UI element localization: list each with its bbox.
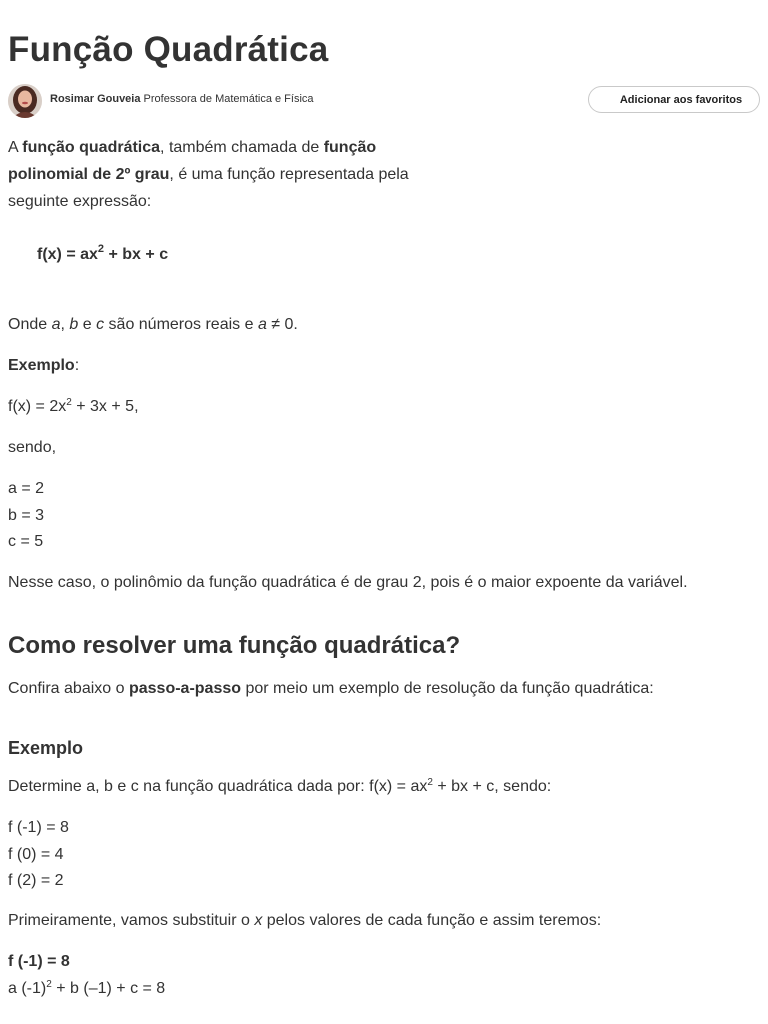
add-to-favorites-button[interactable]: Adicionar aos favoritos (588, 86, 760, 113)
formula-text: + bx + c (104, 246, 169, 263)
primeiramente-paragraph (8, 907, 601, 934)
confira-text: Confira abaixo o (8, 680, 129, 697)
author-photo-icon (8, 84, 42, 118)
exemplo-label (8, 352, 79, 379)
author-avatar[interactable] (8, 84, 42, 118)
formula-exponent: 2 (97, 243, 105, 255)
step1-equation (8, 975, 165, 1002)
function-value-3: f (2) = 2 (8, 872, 64, 889)
onde-text: são números reais e (104, 316, 258, 333)
coefficient-a: a = 2 (8, 480, 45, 497)
step1-title (8, 948, 70, 975)
intro-text: , também chamada de (160, 139, 324, 156)
example-text: f(x) = 2x (8, 398, 67, 415)
coefficient-c: c = 5 (8, 533, 44, 550)
coefficient-b: b = 3 (8, 507, 45, 524)
intro-bold-term: função polinomial de 2º grau (8, 139, 377, 183)
step1-text: + b (–1) + c = 8 (51, 980, 166, 997)
intro-text: A (8, 139, 23, 156)
intro-bold-term: função quadrática (22, 139, 161, 156)
intro-paragraph (8, 134, 448, 215)
exemplo-colon: : (74, 357, 80, 374)
confira-text: por meio um exemplo de resolução da função quadrática: (241, 680, 654, 697)
determine-text: + bx + c, sendo: (432, 778, 552, 795)
step1-text: a (-1) (8, 980, 47, 997)
determine-text: Determine a, b e c na função quadrática dada por: f(x) = ax (8, 778, 428, 795)
sendo-text: sendo, (8, 439, 57, 456)
onde-text: Onde (8, 316, 52, 333)
section-heading: Como resolver uma função quadrática? (8, 632, 461, 659)
author-bar (8, 84, 760, 118)
function-value-2: f (0) = 4 (8, 846, 64, 863)
onde-text: e (78, 316, 97, 333)
confira-bold: passo-a-passo (128, 680, 242, 697)
onde-text: , (60, 316, 70, 333)
variable-b: b (69, 316, 79, 333)
formula-text: f(x) = ax (37, 246, 98, 263)
confira-paragraph (8, 675, 654, 702)
author-role: Professora de Matemática e Física (143, 93, 314, 105)
author-info (50, 93, 314, 105)
page-title: Função Quadrática (8, 30, 329, 69)
onde-paragraph (8, 311, 298, 338)
exemplo-bold: Exemplo (8, 357, 75, 374)
function-value-1: f (-1) = 8 (8, 819, 69, 836)
example-formula (8, 393, 139, 420)
example-text: + 3x + 5, (71, 398, 139, 415)
determine-exponent: 2 (427, 777, 433, 788)
primeiramente-text: pelos valores de cada função e assim teremos: (262, 912, 602, 929)
intro-text: , é uma função representada pela seguinte expressão: (8, 166, 409, 210)
example-exponent: 2 (66, 397, 72, 408)
determine-paragraph (8, 773, 551, 800)
general-formula (37, 243, 169, 264)
step1-title-bold: f (-1) = 8 (8, 953, 70, 970)
variable-c: c (96, 316, 105, 333)
onde-text: ≠ 0. (266, 316, 298, 333)
variable-a: a (51, 316, 61, 333)
variable-x: x (254, 912, 263, 929)
variable-a: a (257, 316, 267, 333)
example-subheading: Exemplo (8, 738, 84, 758)
nesse-caso-paragraph: Nesse caso, o polinômio da função quadrática é de grau 2, pois é o maior expoente da variável. (8, 574, 688, 591)
step1-exponent: 2 (46, 979, 52, 990)
primeiramente-text: Primeiramente, vamos substituir o (8, 912, 255, 929)
author-name[interactable]: Rosimar Gouveia (50, 93, 141, 105)
